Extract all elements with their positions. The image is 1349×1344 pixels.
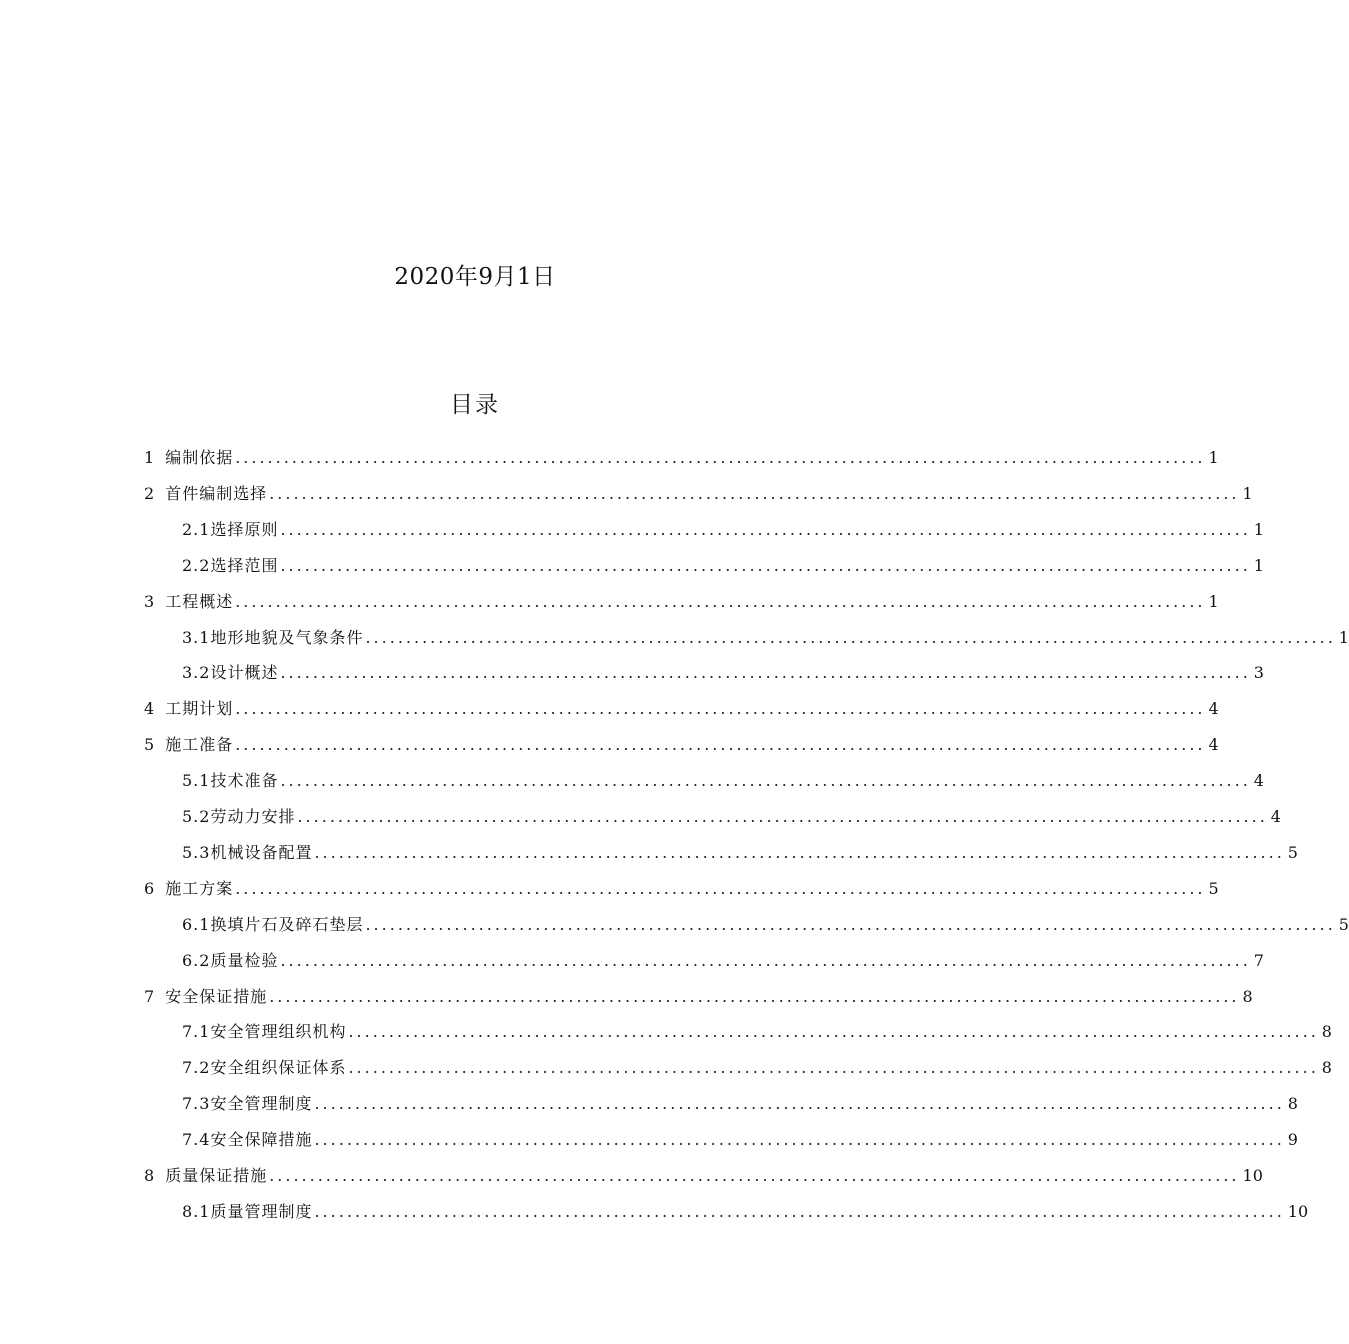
toc-leader-dots: ........................................................................................................................ bbox=[269, 1166, 1240, 1185]
toc-leader-dots: ........................................................................................................................ bbox=[280, 520, 1251, 539]
toc-entry-label: 编制依据 bbox=[165, 448, 234, 467]
toc-entry-label: 机械设备配置 bbox=[210, 843, 313, 862]
toc-entry-number: 2.1 bbox=[182, 520, 211, 539]
toc-title: 目录 bbox=[450, 392, 500, 418]
toc-leader-dots: ........................................................................................................................ bbox=[314, 1130, 1285, 1149]
toc-entry-label: 安全保障措施 bbox=[210, 1130, 313, 1149]
toc-leader-dots: ........................................................................................................................ bbox=[314, 1094, 1285, 1113]
toc-entry-page: 4 bbox=[1270, 807, 1281, 826]
toc-entry-label: 安全管理制度 bbox=[210, 1094, 313, 1113]
toc-entry[interactable] bbox=[182, 1056, 1332, 1080]
toc-entry-page: 1 bbox=[1253, 520, 1264, 539]
toc-entry-page: 5 bbox=[1338, 915, 1349, 934]
toc-entry-label: 换填片石及碎石垫层 bbox=[210, 915, 364, 934]
toc-leader-dots: ........................................................................................................................ bbox=[280, 556, 1251, 575]
toc-entry-number: 7.3 bbox=[182, 1094, 211, 1113]
toc-entry-label: 安全组织保证体系 bbox=[210, 1058, 347, 1077]
toc-entry-page: 9 bbox=[1287, 1130, 1298, 1149]
cover-date: 2020年9月1日 bbox=[394, 264, 556, 290]
toc-entry-page: 4 bbox=[1208, 735, 1219, 754]
toc-entry-label: 安全管理组织机构 bbox=[210, 1022, 347, 1041]
toc-leader-dots: ........................................................................................................................ bbox=[280, 771, 1251, 790]
toc-entry-number: 7.4 bbox=[182, 1130, 211, 1149]
toc-leader-dots: ........................................................................................................................ bbox=[297, 807, 1268, 826]
toc-leader-dots: ........................................................................................................................ bbox=[314, 843, 1285, 862]
toc-entry[interactable] bbox=[144, 697, 1219, 721]
toc-entry-page: 8 bbox=[1321, 1058, 1332, 1077]
toc-leader-dots: ........................................................................................................................ bbox=[235, 448, 1206, 467]
toc-entry-page: 10 bbox=[1287, 1202, 1309, 1221]
toc-leader-dots: ........................................................................................................................ bbox=[365, 915, 1336, 934]
toc-entry-label: 设计概述 bbox=[210, 663, 279, 682]
toc-entry[interactable] bbox=[144, 446, 1219, 470]
toc-entry[interactable] bbox=[182, 661, 1264, 685]
toc-entry-number: 5.1 bbox=[182, 771, 211, 790]
toc-entry-number: 7.2 bbox=[182, 1058, 211, 1077]
toc-leader-dots: ........................................................................................................................ bbox=[235, 592, 1206, 611]
toc-entry-label: 劳动力安排 bbox=[210, 807, 296, 826]
toc-entry[interactable] bbox=[182, 1092, 1298, 1116]
toc-entry[interactable] bbox=[182, 554, 1264, 578]
toc-entry-label: 安全保证措施 bbox=[165, 987, 268, 1006]
toc-entry-number: 5 bbox=[144, 735, 156, 754]
toc-entry-page: 1 bbox=[1208, 448, 1219, 467]
toc-entry[interactable] bbox=[144, 1164, 1263, 1188]
toc-entry[interactable] bbox=[182, 841, 1298, 865]
toc-entry-label: 地形地貌及气象条件 bbox=[210, 628, 364, 647]
toc-entry[interactable] bbox=[144, 590, 1219, 614]
toc-entry-label: 施工方案 bbox=[165, 879, 234, 898]
toc-entry-number: 3.1 bbox=[182, 628, 211, 647]
toc-entry-number: 3 bbox=[144, 592, 156, 611]
toc-entry-page: 10 bbox=[1242, 1166, 1263, 1185]
toc-entry-number: 3.2 bbox=[182, 663, 211, 682]
toc-entry[interactable] bbox=[182, 1020, 1332, 1044]
toc-entry-label: 工期计划 bbox=[165, 699, 234, 718]
toc-entry-number: 8.1 bbox=[182, 1202, 211, 1221]
toc-entry[interactable] bbox=[182, 913, 1349, 937]
toc-entry[interactable] bbox=[182, 518, 1264, 542]
toc-entry[interactable] bbox=[182, 1128, 1298, 1152]
toc-leader-dots: ........................................................................................................................ bbox=[348, 1058, 1319, 1077]
toc-entry-number: 8 bbox=[144, 1166, 156, 1185]
toc-entry-page: 8 bbox=[1321, 1022, 1332, 1041]
toc-entry-number: 4 bbox=[144, 699, 156, 718]
toc-entry-number: 6 bbox=[144, 879, 156, 898]
toc-leader-dots: ........................................................................................................................ bbox=[280, 951, 1251, 970]
toc-entry-label: 质量保证措施 bbox=[165, 1166, 268, 1185]
toc-entry[interactable] bbox=[182, 805, 1281, 829]
toc-entry-label: 选择原则 bbox=[210, 520, 279, 539]
toc-entry-page: 8 bbox=[1287, 1094, 1298, 1113]
toc-entry-number: 7.1 bbox=[182, 1022, 211, 1041]
toc-entry-page: 8 bbox=[1242, 987, 1253, 1006]
toc-entry-label: 首件编制选择 bbox=[165, 484, 268, 503]
toc-entry[interactable] bbox=[182, 626, 1349, 650]
toc-entry-label: 质量管理制度 bbox=[210, 1202, 313, 1221]
toc-entry-page: 4 bbox=[1208, 699, 1219, 718]
toc-entry[interactable] bbox=[182, 1200, 1309, 1224]
toc-leader-dots: ........................................................................................................................ bbox=[235, 735, 1206, 754]
toc-entry[interactable] bbox=[144, 482, 1253, 506]
toc-entry-page: 7 bbox=[1253, 951, 1264, 970]
toc-entry-number: 1 bbox=[144, 448, 156, 467]
toc-entry[interactable] bbox=[144, 733, 1219, 757]
toc-entry[interactable] bbox=[182, 949, 1264, 973]
toc-entry-page: 3 bbox=[1253, 663, 1264, 682]
toc-entry-page: 1 bbox=[1242, 484, 1253, 503]
toc-entry-number: 2.2 bbox=[182, 556, 211, 575]
toc-entry-label: 质量检验 bbox=[210, 951, 279, 970]
toc-entry-number: 5.2 bbox=[182, 807, 211, 826]
toc-entry-page: 4 bbox=[1253, 771, 1264, 790]
toc-leader-dots: ........................................................................................................................ bbox=[235, 879, 1206, 898]
toc-entry-label: 工程概述 bbox=[165, 592, 234, 611]
toc-entry-page: 1 bbox=[1208, 592, 1219, 611]
toc-entry-label: 施工准备 bbox=[165, 735, 234, 754]
toc-entry-page: 1 bbox=[1338, 628, 1349, 647]
toc-leader-dots: ........................................................................................................................ bbox=[269, 987, 1240, 1006]
toc-entry-page: 5 bbox=[1208, 879, 1219, 898]
toc-entry-label: 技术准备 bbox=[210, 771, 279, 790]
toc-leader-dots: ........................................................................................................................ bbox=[348, 1022, 1319, 1041]
toc-entry-label: 选择范围 bbox=[210, 556, 279, 575]
toc-entry-page: 5 bbox=[1287, 843, 1298, 862]
toc-entry[interactable] bbox=[144, 877, 1219, 901]
toc-entry-number: 7 bbox=[144, 987, 156, 1006]
toc-leader-dots: ........................................................................................................................ bbox=[235, 699, 1206, 718]
toc-leader-dots: ........................................................................................................................ bbox=[365, 628, 1336, 647]
toc-leader-dots: ........................................................................................................................ bbox=[269, 484, 1240, 503]
toc-entry-page: 1 bbox=[1253, 556, 1264, 575]
toc-entry-number: 5.3 bbox=[182, 843, 211, 862]
toc-entry[interactable] bbox=[144, 985, 1253, 1009]
toc-entry-number: 6.1 bbox=[182, 915, 211, 934]
toc-entry-number: 2 bbox=[144, 484, 156, 503]
toc-leader-dots: ........................................................................................................................ bbox=[280, 663, 1251, 682]
toc-entry[interactable] bbox=[182, 769, 1264, 793]
toc-leader-dots: ........................................................................................................................ bbox=[314, 1202, 1285, 1221]
toc-entry-number: 6.2 bbox=[182, 951, 211, 970]
